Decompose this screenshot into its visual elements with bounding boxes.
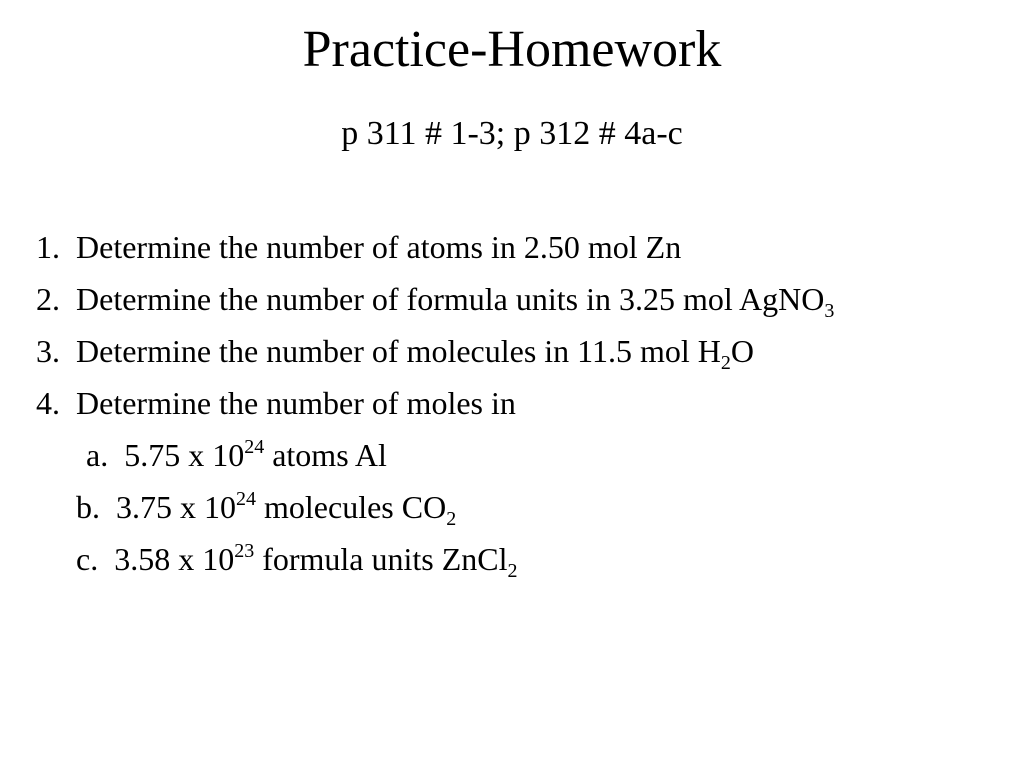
subscript: 2: [446, 508, 457, 530]
sub-item-letter: c.: [76, 541, 99, 577]
slide-title: Practice-Homework: [302, 21, 722, 78]
superscript: 23: [234, 540, 255, 562]
list-item: [36, 384, 996, 422]
subscript: 2: [720, 352, 731, 374]
item-text: Determine the number of molecules in 11.5 mol H: [76, 333, 721, 369]
sub-item: [36, 540, 996, 582]
item-text: Determine the number of formula units in 3.25 mol AgNO: [76, 281, 825, 317]
item-text: Determine the number of atoms in 2.50 mol Zn: [76, 229, 682, 265]
subscript: 2: [507, 560, 518, 582]
sub-item-letter: b.: [76, 489, 100, 525]
subscript: 3: [824, 300, 835, 322]
slide-subtitle: p 311 # 1-3; p 312 # 4a-c: [341, 115, 683, 152]
sub-item-mantissa: 5.75 x 10: [124, 437, 245, 473]
sub-item-unit: molecules CO: [264, 489, 447, 525]
sub-item-mantissa: 3.75 x 10: [116, 489, 236, 525]
item-number: 3.: [36, 333, 60, 369]
problem-list: [36, 228, 996, 592]
item-number: 2.: [36, 281, 60, 317]
list-item: [36, 332, 996, 374]
item-number: 4.: [36, 385, 60, 421]
superscript: 24: [236, 488, 256, 510]
item-text: Determine the number of moles in: [76, 385, 516, 421]
sub-item-unit: formula units ZnCl: [262, 541, 508, 577]
item-number: 1.: [36, 229, 60, 265]
item-text-suffix: O: [730, 333, 754, 369]
list-item: [36, 228, 996, 266]
sub-item: [36, 488, 996, 530]
sub-item-letter: a.: [86, 437, 109, 473]
sub-item: [36, 436, 996, 474]
sub-item-unit: atoms Al: [272, 437, 387, 473]
sub-item-mantissa: 3.58 x 10: [114, 541, 235, 577]
list-item: [36, 280, 996, 322]
superscript: 24: [244, 436, 265, 458]
